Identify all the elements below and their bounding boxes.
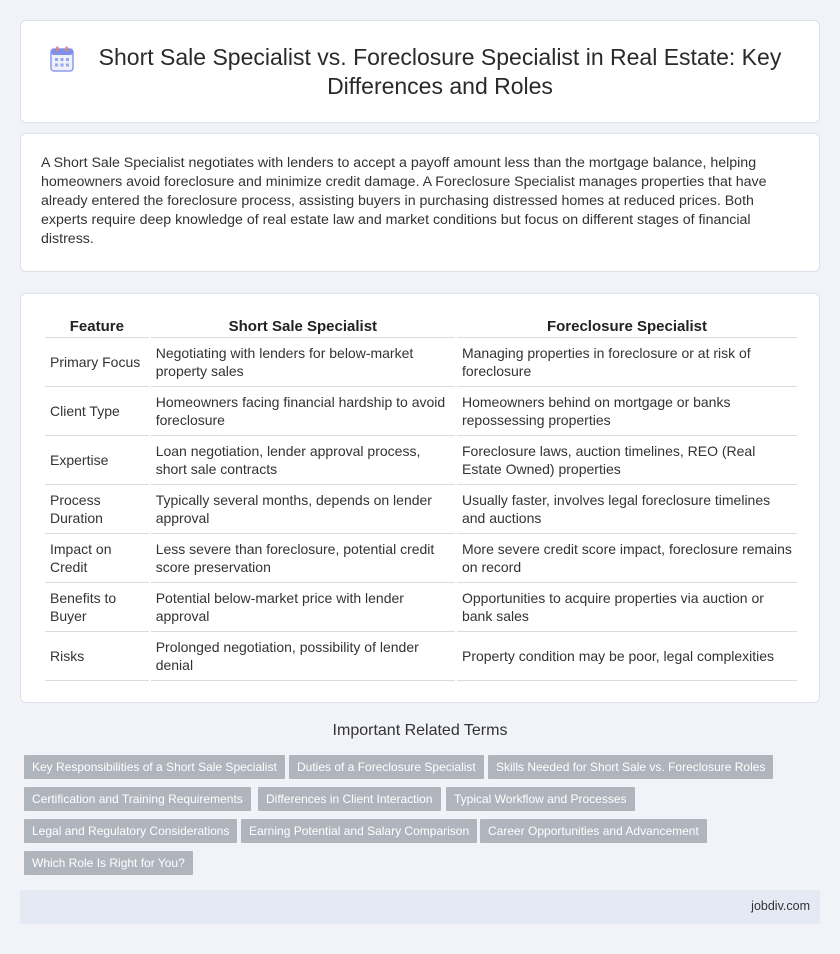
table-cell-short-sale: Typically several months, depends on lender approval (151, 485, 455, 534)
related-term-tag[interactable]: Duties of a Foreclosure Specialist (289, 755, 484, 779)
table-cell-feature: Risks (45, 632, 149, 681)
table-cell-feature: Impact on Credit (45, 534, 149, 583)
table-cell-short-sale: Potential below-market price with lender approval (151, 583, 455, 632)
footer (20, 890, 820, 924)
footer-site-link[interactable]: jobdiv.com (751, 899, 810, 913)
table-cell-feature: Benefits to Buyer (45, 583, 149, 632)
related-term-tag[interactable]: Skills Needed for Short Sale vs. Foreclosure Roles (488, 755, 773, 779)
intro-paragraph: A Short Sale Specialist negotiates with lenders to accept a payoff amount less than the mortgage balance, helping homeowners avoid foreclosure and minimize credit damage. A Foreclosure Specialist manages properties that have already entered the foreclosure process, assisting buyers in purchasing distressed homes at reduced prices. Both experts require deep knowledge of real estate law and market conditions but focus on different stages of financial distress. (41, 155, 767, 247)
table-row (45, 338, 797, 387)
table-row (45, 632, 797, 681)
table-cell-feature: Primary Focus (45, 338, 149, 387)
header-card (20, 20, 820, 123)
intro-card (20, 133, 820, 272)
comparison-table (43, 314, 799, 681)
comparison-table-card (20, 293, 820, 703)
column-header-feature: Feature (45, 314, 149, 338)
table-cell-foreclosure: Property condition may be poor, legal complexities (457, 632, 797, 681)
related-term-tag[interactable]: Which Role Is Right for You? (24, 851, 193, 875)
table-cell-short-sale: Loan negotiation, lender approval process, short sale contracts (151, 436, 455, 485)
table-cell-feature: Expertise (45, 436, 149, 485)
column-header-foreclosure: Foreclosure Specialist (457, 314, 797, 338)
table-cell-short-sale: Homeowners facing financial hardship to avoid foreclosure (151, 387, 455, 436)
table-row (45, 485, 797, 534)
related-term-tag[interactable]: Career Opportunities and Advancement (480, 819, 707, 843)
column-header-short-sale: Short Sale Specialist (151, 314, 455, 338)
table-header-row (45, 314, 797, 338)
table-cell-short-sale: Prolonged negotiation, possibility of lender denial (151, 632, 455, 681)
table-row (45, 534, 797, 583)
related-term-tag[interactable]: Legal and Regulatory Considerations (24, 819, 237, 843)
page-title: Short Sale Specialist vs. Foreclosure Specialist in Real Estate: Key Differences and Roles (98, 43, 782, 99)
table-cell-short-sale: Negotiating with lenders for below-market property sales (151, 338, 455, 387)
table-cell-feature: Client Type (45, 387, 149, 436)
table-row (45, 583, 797, 632)
related-terms-title: Important Related Terms (332, 722, 508, 739)
related-term-tag[interactable]: Differences in Client Interaction (258, 787, 441, 811)
table-cell-foreclosure: Usually faster, involves legal foreclosure timelines and auctions (457, 485, 797, 534)
table-cell-foreclosure: More severe credit score impact, foreclosure remains on record (457, 534, 797, 583)
table-cell-short-sale: Less severe than foreclosure, potential credit score preservation (151, 534, 455, 583)
related-term-tag[interactable]: Certification and Training Requirements (24, 787, 251, 811)
related-term-tag[interactable]: Earning Potential and Salary Comparison (241, 819, 477, 843)
table-cell-foreclosure: Opportunities to acquire properties via auction or bank sales (457, 583, 797, 632)
table-cell-feature: Process Duration (45, 485, 149, 534)
table-row (45, 387, 797, 436)
related-term-tag[interactable]: Typical Workflow and Processes (446, 787, 635, 811)
table-cell-foreclosure: Foreclosure laws, auction timelines, REO (Real Estate Owned) properties (457, 436, 797, 485)
table-row (45, 436, 797, 485)
table-cell-foreclosure: Homeowners behind on mortgage or banks repossessing properties (457, 387, 797, 436)
related-term-tag[interactable]: Key Responsibilities of a Short Sale Specialist (24, 755, 285, 779)
table-cell-foreclosure: Managing properties in foreclosure or at risk of foreclosure (457, 338, 797, 387)
